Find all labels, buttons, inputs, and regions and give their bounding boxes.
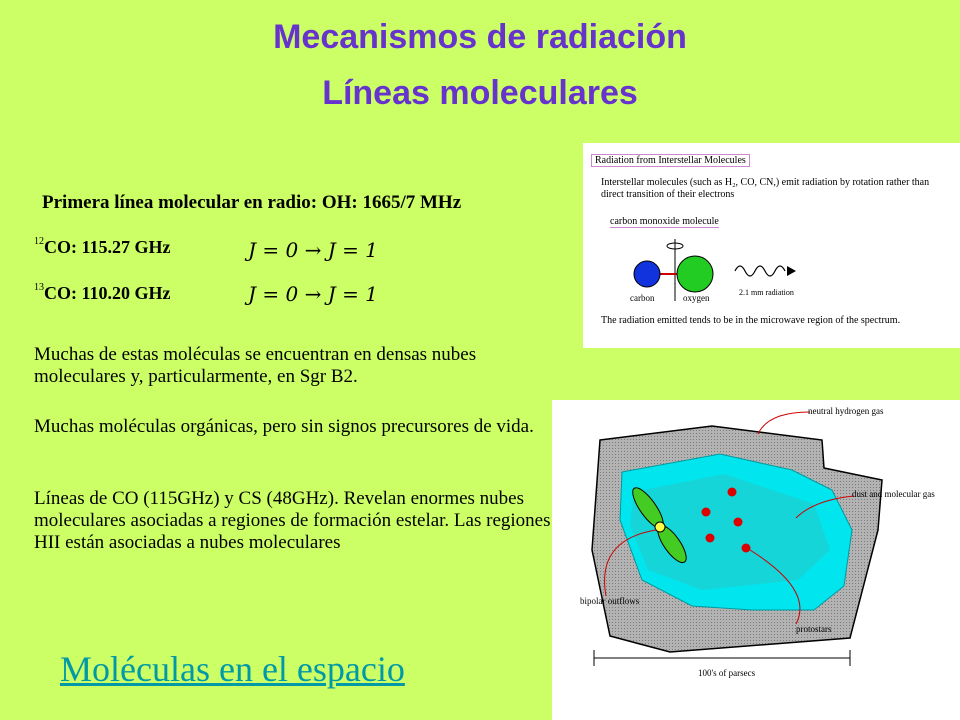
molecular-cloud-figure	[552, 400, 960, 720]
co12-transition: J = 0 → J = 1	[248, 238, 378, 262]
radiation-wave-icon	[735, 266, 785, 276]
protostar-icon	[702, 508, 711, 517]
slide-subtitle: Líneas moleculares	[322, 74, 638, 112]
neutral-gas-pointer	[758, 412, 810, 434]
oxygen-atom-icon	[677, 256, 713, 292]
co13-line	[34, 282, 171, 304]
scale-label: 100's of parsecs	[698, 668, 756, 678]
neutral-hydrogen-label: neutral hydrogen gas	[808, 406, 884, 416]
figure-footer: The radiation emitted tends to be in the microwave region of the spectrum.	[601, 315, 901, 326]
protostar-icon	[734, 518, 743, 527]
co13-transition: J = 0 → J = 1	[248, 282, 378, 306]
co13-label: CO: 110.20 GHz	[44, 283, 171, 303]
oxygen-label: oxygen	[683, 293, 710, 303]
wave-label: 2.1 mm radiation	[739, 288, 794, 297]
figure-description: Interstellar molecules (such as H₂, CO, CN,) emit radiation by rotation rather than direct transition of their electrons	[601, 177, 930, 200]
co-molecule-label: carbon monoxide molecule	[610, 216, 719, 227]
co12-label: CO: 115.27 GHz	[44, 237, 171, 257]
dust-molecular-label: dust and molecular gas	[852, 489, 935, 499]
paragraph-dense-clouds: Muchas de estas moléculas se encuentran en densas nubes moleculares y, particularmente, en Sgr B2.	[34, 344, 477, 387]
protostar-icon	[742, 544, 751, 553]
paragraph-co-cs-lines: Líneas de CO (115GHz) y CS (48GHz). Revelan enormes nubes moleculares asociadas a regiones de formación estelar. Las regiones HII están asociadas a nubes moleculares	[34, 488, 551, 553]
co13-isotope: 13	[34, 282, 44, 293]
protostar-icon	[728, 488, 737, 497]
co12-isotope: 12	[34, 236, 44, 247]
figure-caption: Radiation from Interstellar Molecules	[591, 154, 750, 167]
cloud-diagram	[552, 400, 960, 720]
slide-title: Mecanismos de radiación	[273, 18, 687, 56]
bipolar-outflows-label: bipolar outflows	[580, 596, 640, 606]
arrow-right-icon	[787, 266, 796, 276]
molecules-in-space-link[interactable]: Moléculas en el espacio	[60, 649, 405, 689]
molecule-radiation-figure	[583, 143, 960, 348]
protostars-label: protostars	[796, 624, 832, 634]
carbon-atom-icon	[634, 261, 660, 287]
central-protostar-icon	[655, 522, 665, 532]
first-molecular-line: Primera línea molecular en radio: OH: 1665/7 MHz	[42, 192, 462, 213]
co12-line	[34, 236, 171, 258]
paragraph-organic-molecules: Muchas moléculas orgánicas, pero sin signos precursores de vida.	[34, 416, 534, 437]
protostar-icon	[706, 534, 715, 543]
carbon-label: carbon	[630, 293, 655, 303]
